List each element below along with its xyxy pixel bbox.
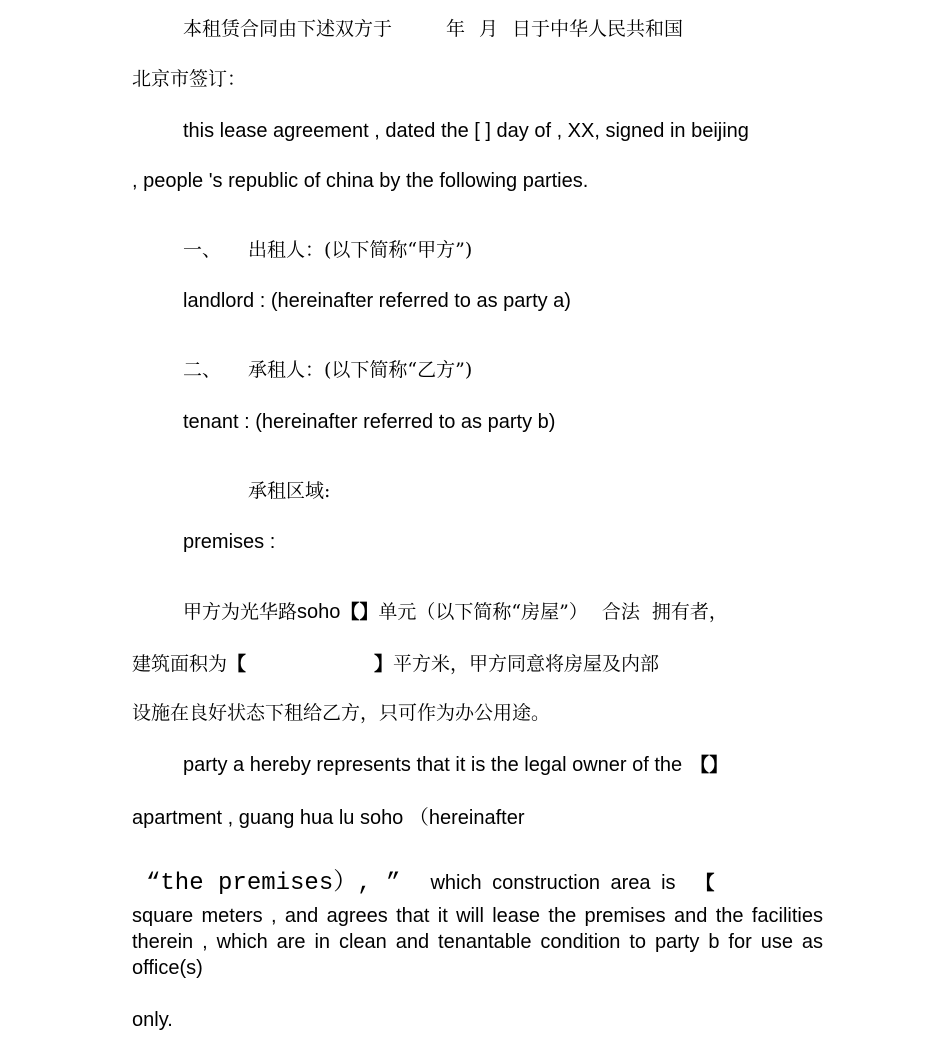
intro-zh-text-a: 本租赁合同由下述双方于 bbox=[183, 18, 393, 40]
clause-en-line-only: only. bbox=[132, 1009, 173, 1031]
clause-en-line-1 bbox=[183, 754, 728, 777]
clause-en-line-2: apartment , guang hua lu soho （hereinafter bbox=[132, 807, 525, 829]
intro-en-line-2: , people 's republic of china by the following parties. bbox=[132, 170, 589, 192]
clause-zh-unit-bracket: 【】 bbox=[340, 601, 379, 623]
clause-en-area-open: 【 bbox=[695, 872, 715, 894]
party-b-number: 二、 bbox=[183, 359, 222, 381]
clause-zh-line-3: 设施在良好状态下租给乙方，只可作为办公用途。 bbox=[132, 702, 551, 724]
premises-en-line: premises : bbox=[183, 531, 276, 553]
party-b-en-line: tenant : (hereinafter referred to as party b) bbox=[183, 411, 556, 433]
clause-en-unit-bracket: 【】 bbox=[690, 754, 729, 776]
clause-zh-text-d: 单元（以下简称“房屋”） bbox=[378, 601, 588, 623]
intro-en-line-1: this lease agreement , dated the [ ] day of , XX, signed in beijing bbox=[183, 120, 749, 142]
clause-zh-text-e: 合法 bbox=[601, 601, 640, 623]
intro-zh-line-1 bbox=[183, 19, 683, 41]
party-a-zh-line bbox=[183, 240, 472, 262]
party-a-zh-label: 出租人：(以下简称“甲方”) bbox=[248, 239, 473, 261]
premises-zh-line: 承租区域: bbox=[248, 480, 331, 502]
clause-zh-line-1 bbox=[183, 601, 728, 624]
intro-zh-line-2: 北京市签订： bbox=[132, 68, 247, 90]
clause-en-premises-quote: “the premises）, ” bbox=[146, 870, 401, 897]
clause-zh-line-2 bbox=[132, 654, 659, 676]
party-b-zh-label: 承租人：(以下简称“乙方”) bbox=[248, 359, 473, 381]
clause-zh-soho: soho bbox=[297, 601, 341, 623]
clause-zh-area-open: 【 bbox=[227, 653, 247, 675]
clause-zh-text-a: 甲方为光华路 bbox=[183, 601, 298, 623]
intro-zh-year: 年 bbox=[446, 18, 466, 40]
clause-zh-text-f: 拥有者， bbox=[651, 601, 728, 623]
intro-zh-text-d: 日于中华人民共和国 bbox=[512, 18, 684, 40]
clause-zh-area-label: 建筑面积为 bbox=[132, 653, 228, 675]
clause-zh-area-text: 平方米，甲方同意将房屋及内部 bbox=[393, 653, 660, 675]
intro-zh-month: 月 bbox=[479, 18, 499, 40]
clause-en-area-text: which construction area is bbox=[430, 872, 676, 894]
party-a-number: 一、 bbox=[183, 239, 222, 261]
clause-en-paragraph: square meters , and agrees that it will lease the premises and the facilities therein , which are in clean and tenantable condition to party b for use as office(s) bbox=[132, 905, 823, 979]
clause-en-line-3 bbox=[146, 870, 715, 898]
clause-zh-area-close: 】 bbox=[374, 653, 394, 675]
party-b-zh-line bbox=[183, 360, 472, 382]
clause-en-text-a: party a hereby represents that it is the legal owner of the bbox=[183, 754, 683, 776]
party-a-en-line: landlord : (hereinafter referred to as party a) bbox=[183, 290, 571, 312]
